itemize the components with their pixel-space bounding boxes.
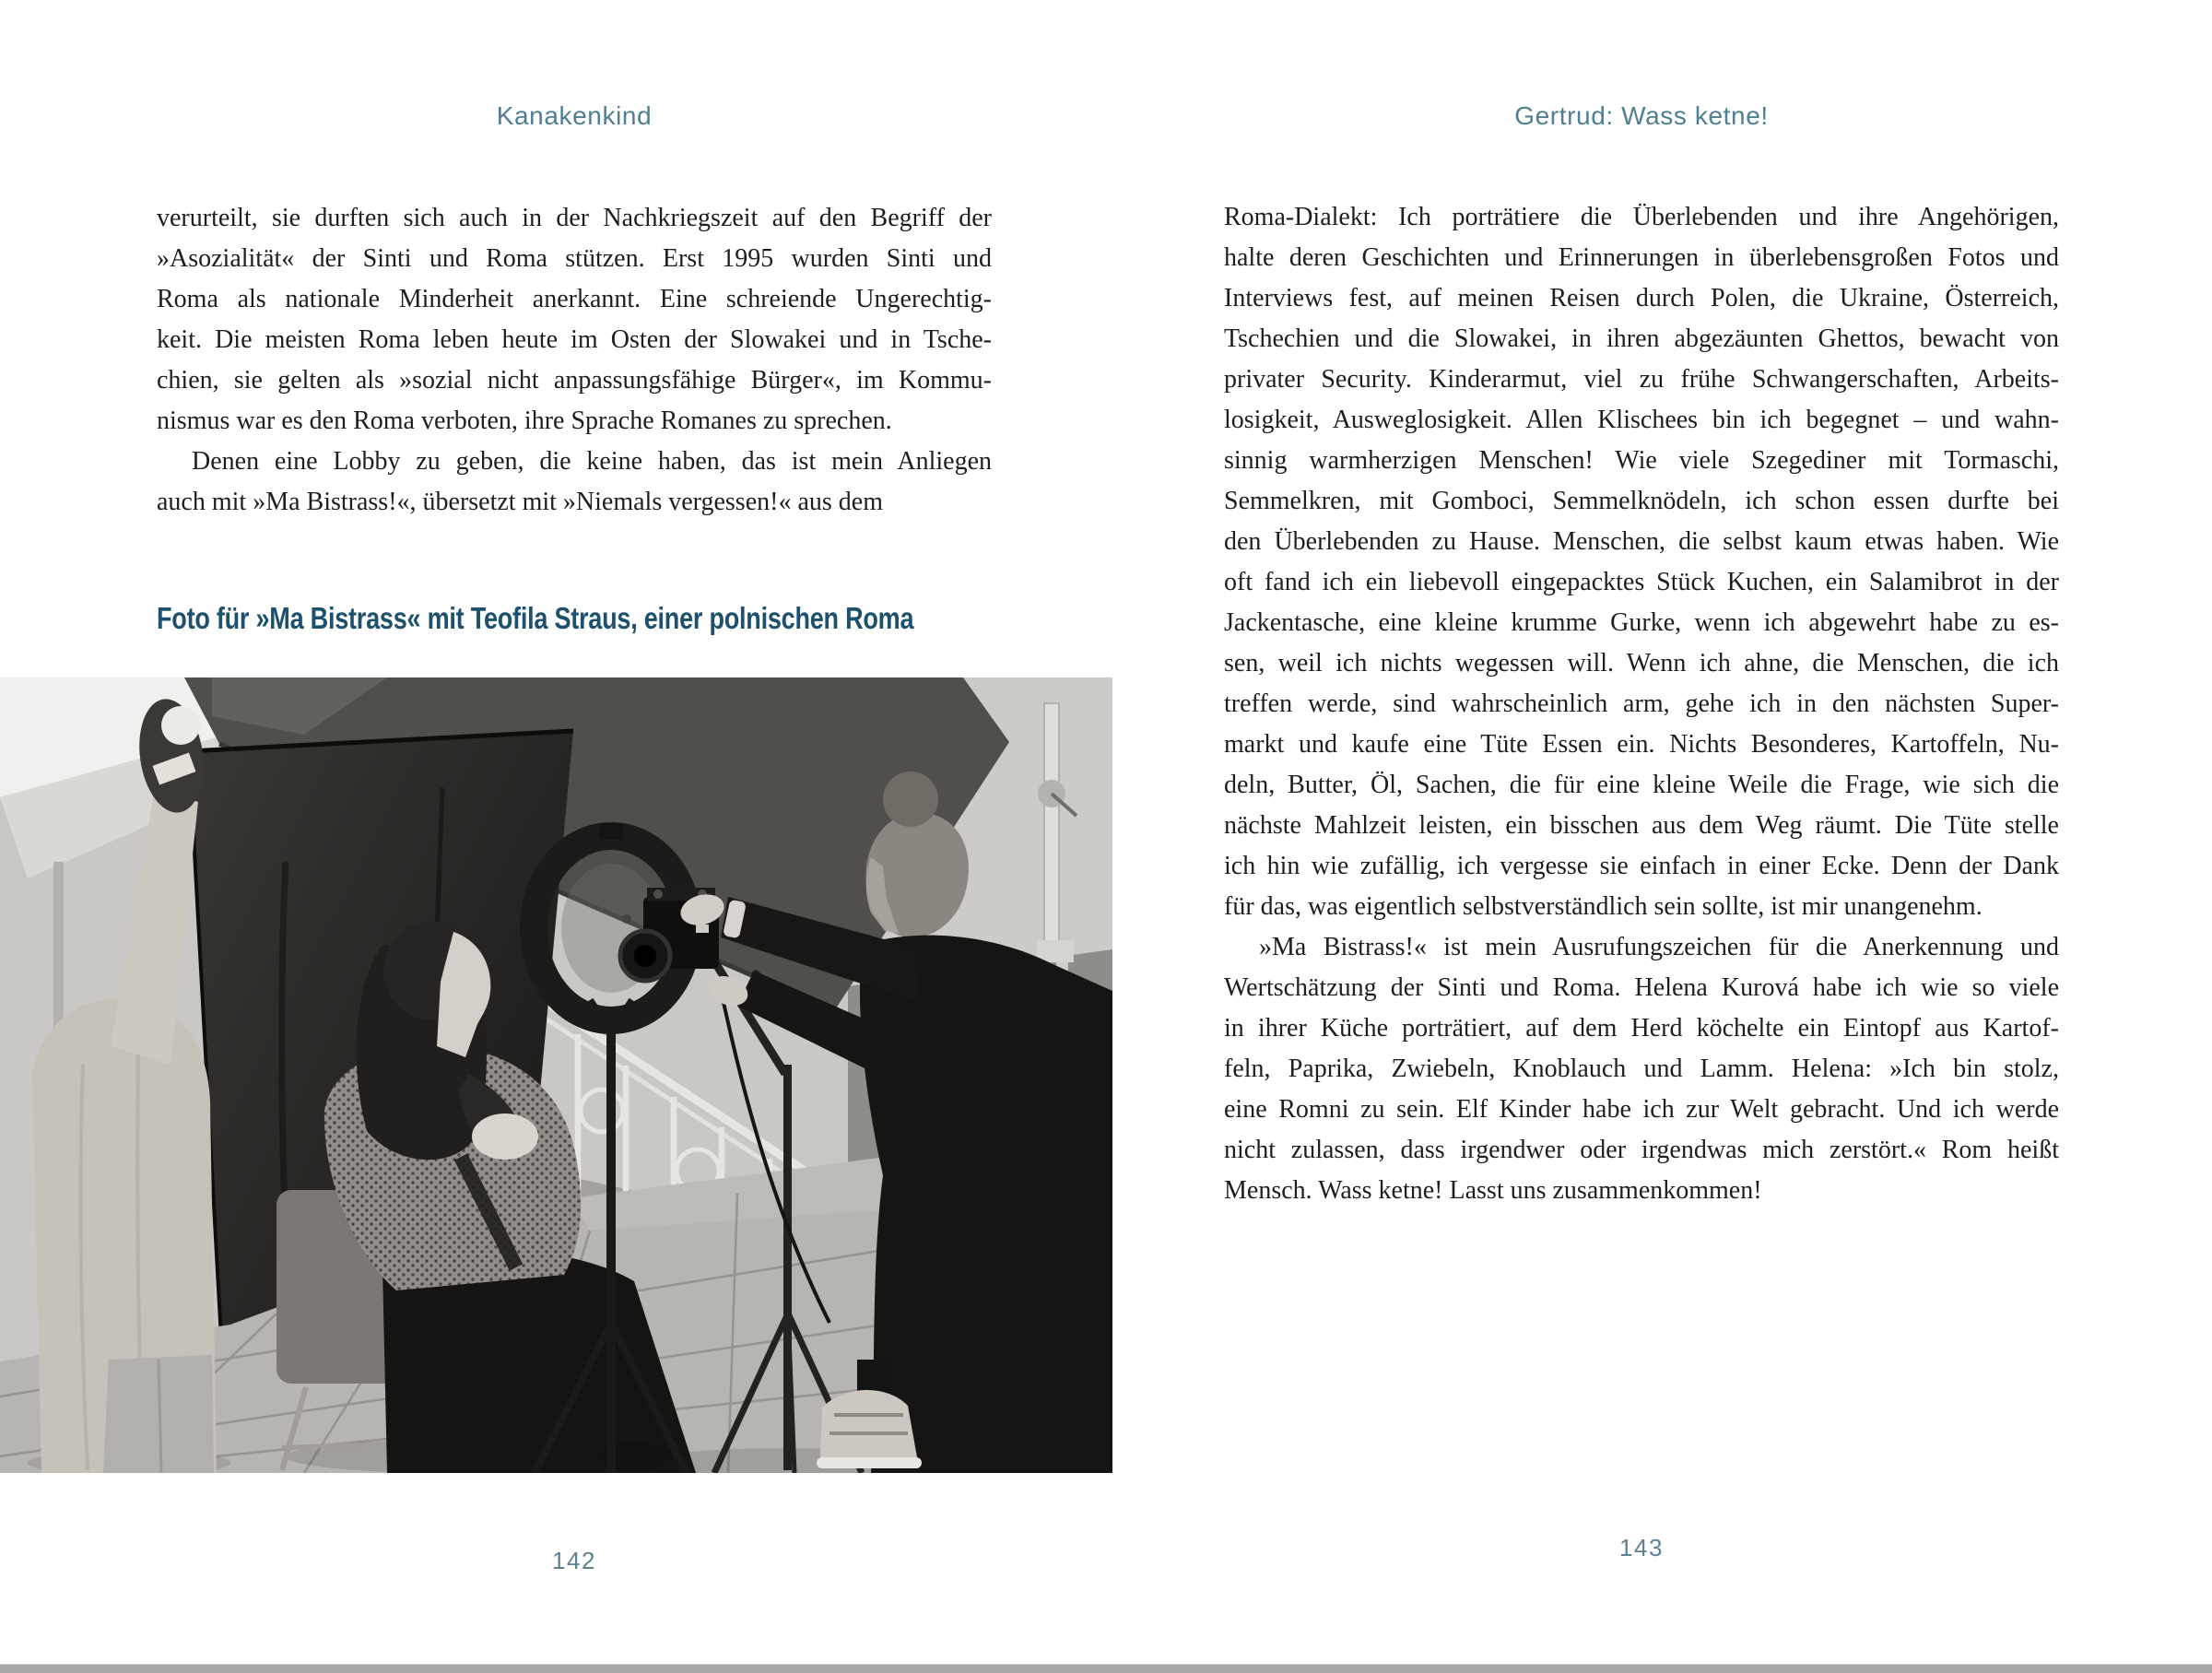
page-number-left: 142 bbox=[552, 1547, 596, 1574]
text-line: Wertschätzung der Sinti und Roma. Helena Kurová habe ich wie so viele bbox=[1224, 973, 2059, 1002]
text-line: den Überlebenden zu Hause. Menschen, die selbst kaum etwas haben. Wie bbox=[1224, 527, 2059, 556]
text-line: Semmelkren, mit Gomboci, Semmelknödeln, ich schon essen durfte bei bbox=[1224, 487, 2059, 515]
text-line: nismus war es den Roma verboten, ihre Sprache Romanes zu sprechen. bbox=[157, 406, 892, 435]
text-line: nächste Mahlzeit leisten, ein bisschen aus dem Weg räumt. Die Tüte stelle bbox=[1224, 811, 2059, 840]
text-line: »Ma Bistrass!« ist mein Ausrufungszeichen für die Anerkennung und bbox=[1259, 933, 2059, 961]
text-line: privater Security. Kinderarmut, viel zu frühe Schwangerschaften, Arbeits- bbox=[1224, 365, 2059, 394]
text-line: nicht zulassen, dass irgendwer oder irgendwas mich zerstört.« Rom heißt bbox=[1224, 1136, 2059, 1164]
running-head-left: Kanakenkind bbox=[496, 101, 653, 130]
page-number-right: 143 bbox=[1619, 1534, 1664, 1561]
text-line: Roma-Dialekt: Ich porträtiere die Überlebenden und ihre Angehörigen, bbox=[1224, 203, 2059, 231]
text-line: chien, sie gelten als »sozial nicht anpassungsfähige Bürger«, im Kommu- bbox=[157, 366, 992, 395]
text-line: halte deren Geschichten und Erinnerungen in überlebensgroßen Fotos und bbox=[1224, 243, 2059, 272]
text-line: Tschechien und die Slowakei, in ihren abgezäunten Ghettos, bewacht von bbox=[1224, 324, 2059, 353]
text-line: sen, weil ich nichts wegessen will. Wenn ich ahne, die Menschen, die ich bbox=[1224, 649, 2059, 677]
text-line: deln, Butter, Öl, Sachen, die für eine kleine Weile die Frage, wie sich die bbox=[1224, 771, 2059, 799]
paragraph bbox=[1224, 197, 2059, 927]
body-text-right bbox=[1224, 197, 2059, 1211]
paragraph bbox=[157, 442, 992, 523]
paragraph bbox=[1224, 927, 2059, 1211]
photo-frame bbox=[0, 677, 1112, 1473]
text-line: oft fand ich ein liebevoll eingepacktes Stück Kuchen, ein Salamibrot in der bbox=[1224, 568, 2059, 596]
photo-caption-text: Foto für »Ma Bistrass« mit Teofila Straus, einer polnischen Roma bbox=[157, 601, 914, 635]
text-line: markt und kaufe eine Tüte Essen ein. Nichts Besonderes, Kartoffeln, Nu- bbox=[1224, 730, 2059, 759]
photo-caption bbox=[157, 601, 992, 636]
text-line: ich hin wie zufällig, ich vergesse sie einfach in einer Ecke. Denn der Dank bbox=[1224, 852, 2059, 880]
photo-illustration bbox=[0, 677, 1112, 1473]
text-line: treffen werde, sind wahrscheinlich arm, gehe ich in den nächsten Super- bbox=[1224, 689, 2059, 718]
text-line: feln, Paprika, Zwiebeln, Knoblauch und Lamm. Helena: »Ich bin stolz, bbox=[1224, 1054, 2059, 1083]
text-line: auch mit »Ma Bistrass!«, übersetzt mit »Niemals vergessen!« aus dem bbox=[157, 488, 883, 516]
running-head-right: Gertrud: Wass ketne! bbox=[1514, 101, 1769, 130]
text-line: losigkeit, Ausweglosigkeit. Allen Klischees bin ich begegnet – und wahn- bbox=[1224, 406, 2059, 434]
text-line: eine Romni zu sein. Elf Kinder habe ich zur Welt gebracht. Und ich werde bbox=[1224, 1095, 2059, 1124]
text-line: Denen eine Lobby zu geben, die keine haben, das ist mein Anliegen bbox=[192, 447, 992, 476]
window-bottom-bar bbox=[0, 1664, 2212, 1673]
text-line: »Asozialität« der Sinti und Roma stützen. Erst 1995 wurden Sinti und bbox=[157, 244, 992, 273]
text-line: sinnig warmherzigen Menschen! Wie viele Szegediner mit Tormaschi, bbox=[1224, 446, 2059, 475]
text-line: Mensch. Wass ketne! Lasst uns zusammenkommen! bbox=[1224, 1176, 1762, 1205]
text-line: keit. Die meisten Roma leben heute im Osten der Slowakei und in Tsche- bbox=[157, 325, 992, 354]
text-line: für das, was eigentlich selbstverständlich sein sollte, ist mir unangenehm. bbox=[1224, 892, 1983, 921]
paragraph bbox=[157, 198, 992, 442]
text-line: Roma als nationale Minderheit anerkannt. Eine schreiende Ungerechtig- bbox=[157, 285, 992, 313]
text-line: Interviews fest, auf meinen Reisen durch Polen, die Ukraine, Österreich, bbox=[1224, 284, 2059, 312]
text-line: verurteilt, sie durften sich auch in der Nachkriegszeit auf den Begriff der bbox=[157, 204, 992, 232]
text-line: in ihrer Küche porträtiert, auf dem Herd köchelte ein Eintopf aus Kartof- bbox=[1224, 1014, 2059, 1043]
text-line: Jackentasche, eine kleine krumme Gurke, wenn ich abgewehrt habe zu es- bbox=[1224, 608, 2059, 637]
body-text-left bbox=[157, 198, 992, 523]
